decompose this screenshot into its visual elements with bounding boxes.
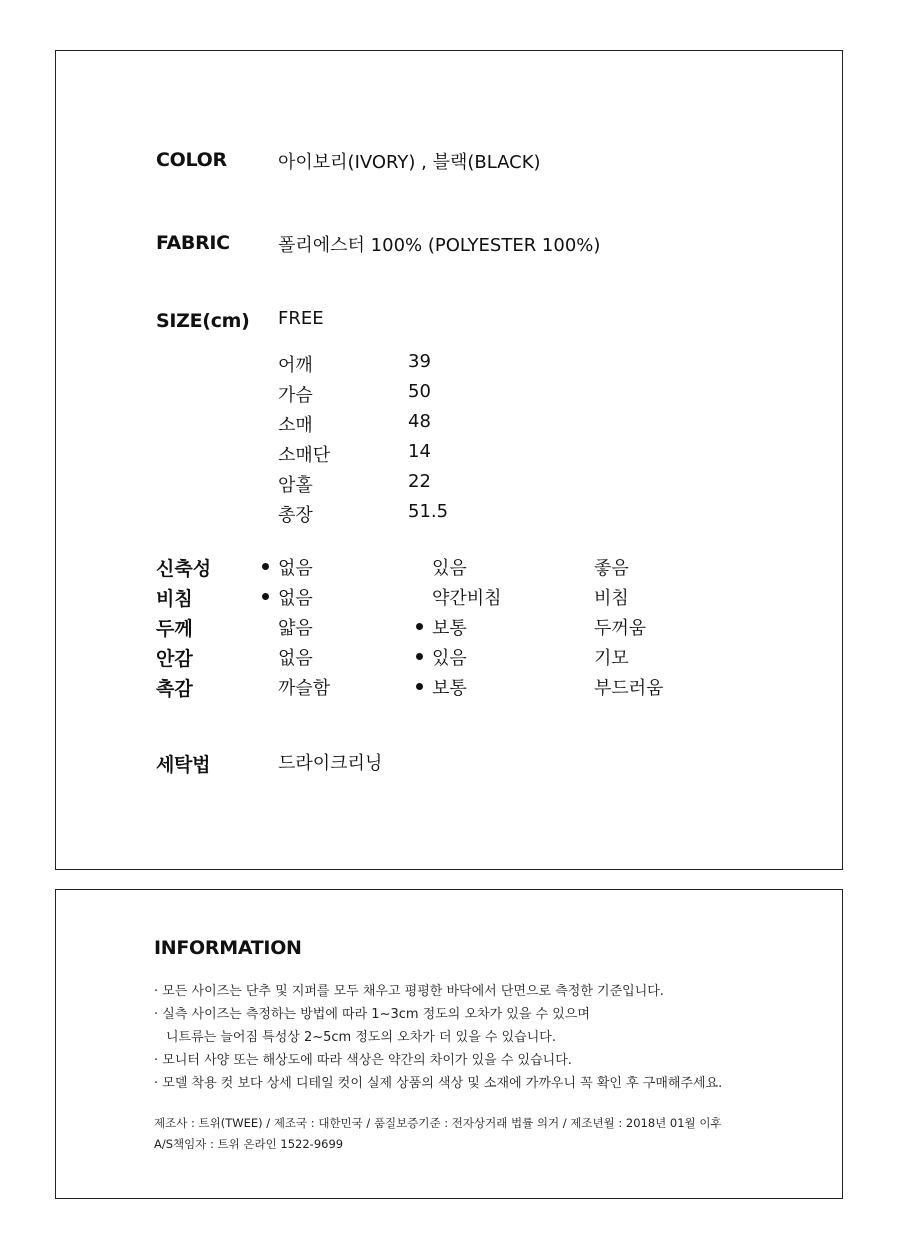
attribute-option: 좋음	[594, 558, 629, 579]
wash-label: 세탁법	[156, 754, 211, 776]
attribute-option: 있음	[432, 558, 467, 579]
wash-value: 드라이크리닝	[278, 753, 383, 774]
size-row	[278, 441, 518, 465]
size-row-value: 39	[408, 351, 431, 372]
attribute-option: 부드러움	[594, 678, 664, 699]
size-row	[278, 471, 518, 495]
attribute-label: 두께	[156, 618, 193, 640]
attribute-row-texture	[156, 674, 756, 700]
selected-bullet-icon	[262, 593, 269, 600]
attribute-label: 비침	[156, 588, 193, 610]
info-note: · 모든 사이즈는 단추 및 지퍼를 모두 채우고 평평한 바닥에서 단면으로 측정한 기준입니다.	[154, 984, 664, 999]
size-row-value: 51.5	[408, 501, 449, 522]
selected-bullet-icon	[262, 563, 269, 570]
attribute-row-stretch	[156, 554, 756, 580]
attribute-option: 얇음	[278, 618, 313, 639]
info-note: · 실측 사이즈는 측정하는 방법에 따라 1~3cm 정도의 오차가 있을 수 있으며	[154, 1007, 590, 1022]
size-row	[278, 351, 518, 375]
attribute-row-lining	[156, 644, 756, 670]
attribute-option: 없음	[278, 648, 313, 669]
size-row	[278, 411, 518, 435]
attribute-option: 비침	[594, 588, 629, 609]
fabric-value: 폴리에스터 100% (POLYESTER 100%)	[278, 235, 601, 256]
as-contact-info: A/S책임자 : 트위 온라인 1522-9699	[154, 1137, 344, 1151]
attribute-option: 약간비침	[432, 588, 502, 609]
information-title: INFORMATION	[154, 937, 302, 959]
size-row	[278, 501, 518, 525]
color-value: 아이보리(IVORY) , 블랙(BLACK)	[278, 152, 541, 173]
attribute-option: 보통	[432, 614, 467, 640]
attribute-option: 두꺼움	[594, 618, 647, 639]
size-row-value: 50	[408, 381, 431, 402]
info-note: 니트류는 늘어짐 특성상 2~5cm 정도의 오차가 더 있을 수 있습니다.	[166, 1030, 556, 1045]
color-label: COLOR	[156, 149, 227, 171]
size-value: FREE	[278, 308, 324, 329]
selected-bullet-icon	[416, 623, 423, 630]
size-row-name: 소매단	[278, 445, 331, 466]
attribute-option: 없음	[278, 584, 313, 610]
fabric-label: FABRIC	[156, 232, 230, 254]
selected-bullet-icon	[416, 683, 423, 690]
size-row-value: 22	[408, 471, 431, 492]
info-note: · 모델 착용 컷 보다 상세 디테일 컷이 실제 상품의 색상 및 소재에 가까우니 꼭 확인 후 구매해주세요.	[154, 1076, 723, 1091]
attribute-label: 안감	[156, 648, 193, 670]
size-row-name: 가슴	[278, 385, 313, 406]
attribute-option: 있음	[432, 644, 467, 670]
attribute-option: 기모	[594, 648, 629, 669]
selected-bullet-icon	[416, 653, 423, 660]
attribute-label: 촉감	[156, 678, 193, 700]
size-row-name: 소매	[278, 415, 313, 436]
attribute-label: 신축성	[156, 558, 212, 580]
information-panel	[55, 889, 843, 1199]
attribute-option: 까슬함	[278, 678, 331, 699]
attribute-row-sheer	[156, 584, 756, 610]
size-row	[278, 381, 518, 405]
info-note: · 모니터 사양 또는 해상도에 따라 색상은 약간의 차이가 있을 수 있습니다.	[154, 1053, 572, 1068]
size-row-name: 암홀	[278, 475, 313, 496]
attribute-row-thickness	[156, 614, 756, 640]
size-row-name: 총장	[278, 505, 313, 526]
attribute-option: 보통	[432, 674, 467, 700]
size-row-value: 48	[408, 411, 431, 432]
size-row-name: 어깨	[278, 355, 313, 376]
manufacturer-info: 제조사 : 트위(TWEE) / 제조국 : 대한민국 / 품질보증기준 : 전자상거래 법률 의거 / 제조년월 : 2018년 01월 이후	[154, 1116, 722, 1130]
attribute-option: 없음	[278, 554, 313, 580]
product-spec-panel	[55, 50, 843, 870]
size-label: SIZE(cm)	[156, 310, 250, 332]
size-row-value: 14	[408, 441, 431, 462]
